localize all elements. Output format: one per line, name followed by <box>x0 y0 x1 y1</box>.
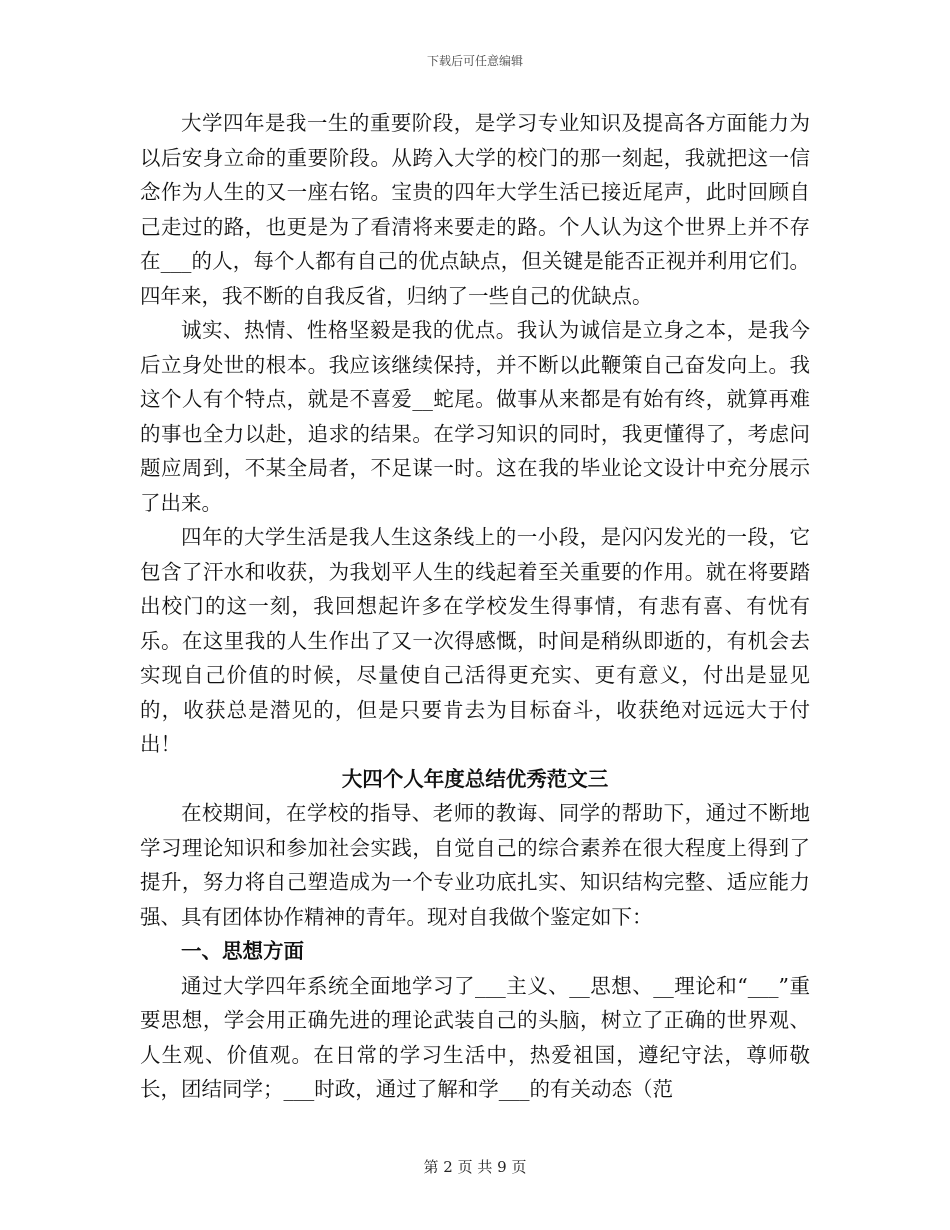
subsection-heading: 一、思想方面 <box>181 939 304 963</box>
paragraph-1: 大学四年是我一生的重要阶段，是学习专业知识及提高各方面能力为以后安身立命的重要阶段。从跨入大学的校门的那一刻起，我就把这一信念作为人生的又一座右铭。宝贵的四年大学生活已接近尾声，此时回顾自己走过的路，也更是为了看清将来要走的路。个人认为这个世界上并不存在___的人，每个人都有自己的优点缺点，但关键是能否正视并利用它们。四年来，我不断的自我反省，归纳了一些自己的优缺点。 <box>140 111 810 308</box>
page-number: 第 2 页 共 9 页 <box>423 1158 527 1176</box>
paragraph-5: 通过大学四年系统全面地学习了___主义、__思想、__理论和“___”重要思想，学会用正确先进的理论武装自己的头脑，树立了正确的世界观、人生观、价值观。在日常的学习生活中，热爱祖国，遵纪守法，尊师敬长，团结同学；___时政，通过了解和学___的有关动态（范 <box>140 973 810 1101</box>
paragraph-3: 四年的大学生活是我人生这条线上的一小段，是闪闪发光的一段，它包含了汗水和收获，为我划平人生的线起着至关重要的作用。就在将要踏出校门的这一刻，我回想起许多在学校发生得事情，有悲有喜、有忧有乐。在这里我的人生作出了又一次得感慨，时间是稍纵即逝的，有机会去实现自己价值的时候，尽量使自己活得更充实、更有意义，付出是显见的，收获总是潜见的，但是只要肯去为目标奋斗，收获绝对远远大于付出！ <box>140 525 810 756</box>
section-title: 大四个人年度总结优秀范文三 <box>341 766 609 791</box>
paragraph-4: 在校期间，在学校的指导、老师的教诲、同学的帮助下，通过不断地学习理论知识和参加社会实践，自觉自己的综合素养在很大程度上得到了提升，努力将自己塑造成为一个专业功底扎实、知识结构完整、适应能力强、具有团体协作精神的青年。现对自我做个鉴定如下： <box>140 801 810 929</box>
document-body <box>140 106 810 1107</box>
page-header-note: 下载后可任意编辑 <box>426 54 523 68</box>
paragraph-2: 诚实、热情、性格坚毅是我的优点。我认为诚信是立身之本，是我今后立身处世的根本。我应该继续保持，并不断以此鞭策自己奋发向上。我这个人有个特点，就是不喜爱__蛇尾。做事从来都是有始有终，就算再难的事也全力以赴，追求的结果。在学习知识的同时，我更懂得了，考虑问题应周到，不某全局者，不足谋一时。这在我的毕业论文设计中充分展示了出来。 <box>140 318 810 515</box>
